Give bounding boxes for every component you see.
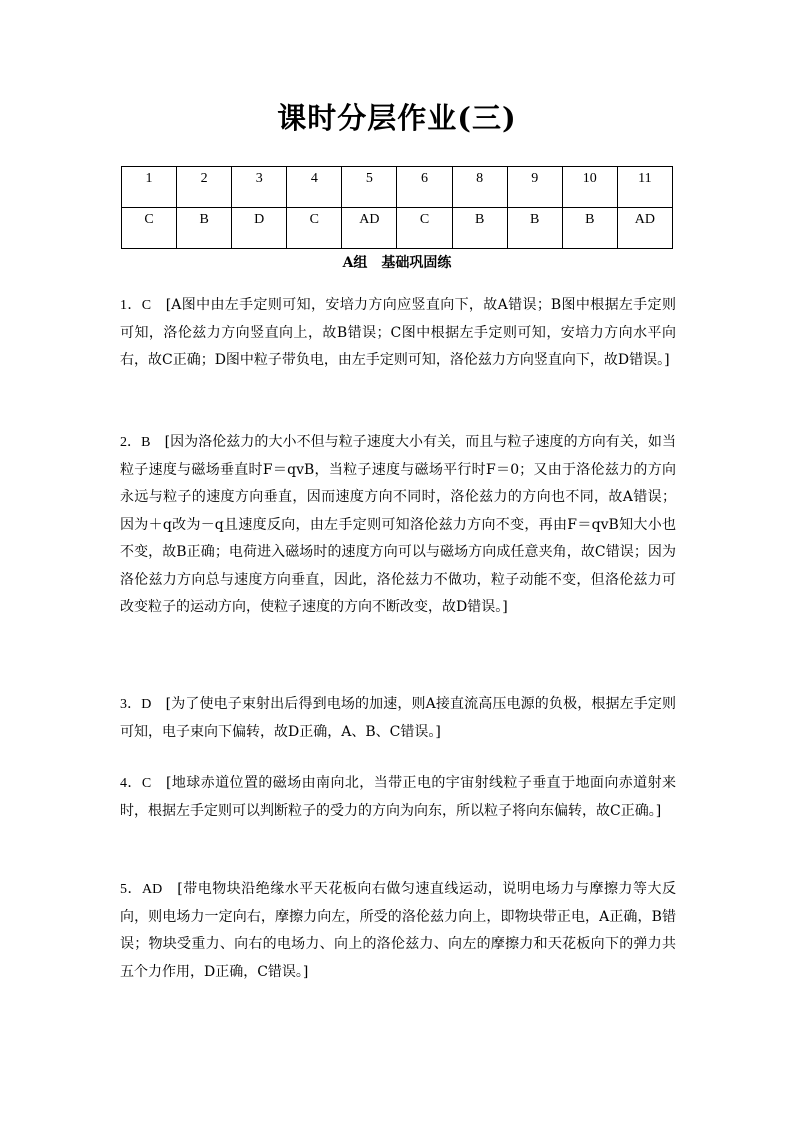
solution-text: [A图中由左手定则可知，安培力方向应竖直向下，故A错误；B图中根据左手定则可知，洛伦兹力方向竖直向上，故B错误；C图中根据左手定则可知，安培力方向水平向右，故C正确；D图中粒子带负电，由左手定则可知，洛伦兹力方向竖直向下，故D错误。]	[120, 297, 677, 368]
solution-label: 2．B	[120, 435, 151, 450]
answer-cell: B	[177, 208, 232, 249]
solution-text: [带电物块沿绝缘水平天花板向右做匀速直线运动，说明电场力与摩擦力等大反向，则电场力一定向右，摩擦力向左，所受的洛伦兹力向上，即物块带正电，A正确，B错误；物块受重力、向右的电场力、向上的洛伦兹力、向左的摩擦力和天花板向下的弹力共五个力作用，D正确，C错误。]	[120, 881, 676, 980]
solution-text: [为了使电子束射出后得到电场的加速，则A接直流高压电源的负极，根据左手定则可知，电子束向下偏转，故D正确，A、B、C错误。]	[120, 696, 676, 740]
answer-cell: B	[507, 208, 562, 249]
question-number-cell: 3	[232, 167, 287, 208]
answer-cell: B	[452, 208, 507, 249]
solution-paragraph	[120, 429, 676, 622]
answer-cell: AD	[342, 208, 397, 249]
solution-text: [因为洛伦兹力的大小不但与粒子速度大小有关，而且与粒子速度的方向有关，如当粒子速度与磁场垂直时F＝qvB，当粒子速度与磁场平行时F＝0；又由于洛伦兹力的方向永远与粒子的速度方向垂直，因而速度方向不同时，洛伦兹力的方向也不同，故A错误；因为＋q改为－q且速度反向，由左手定则可知洛伦兹力方向不变，再由F＝qvB知大小也不变，故B正确；电荷进入磁场时的速度方向可以与磁场方向成任意夹角，故C错误；因为洛伦兹力方向总与速度方向垂直，因此，洛伦兹力不做功，粒子动能不变，但洛伦兹力可改变粒子的运动方向，使粒子速度的方向不断改变，故D错误。]	[120, 434, 676, 615]
solution-paragraph	[120, 292, 676, 375]
answer-cell: C	[287, 208, 342, 249]
answer-table-answer-row	[122, 208, 673, 249]
answer-cell: B	[562, 208, 617, 249]
question-number-cell: 1	[122, 167, 177, 208]
solution-label: 5．AD	[120, 882, 163, 897]
question-number-cell: 11	[617, 167, 672, 208]
question-number-cell: 5	[342, 167, 397, 208]
question-number-cell: 9	[507, 167, 562, 208]
question-number-cell: 2	[177, 167, 232, 208]
group-heading: A组 基础巩固练	[342, 255, 452, 271]
answer-cell: AD	[617, 208, 672, 249]
answer-cell: C	[122, 208, 177, 249]
answer-table	[121, 166, 673, 249]
solution-label: 4．C	[120, 776, 152, 791]
solution-label: 1．C	[120, 298, 152, 313]
solution-label: 3．D	[120, 697, 152, 712]
question-number-cell: 4	[287, 167, 342, 208]
solution-paragraph	[120, 691, 676, 746]
solution-text: [地球赤道位置的磁场由南向北，当带正电的宇宙射线粒子垂直于地面向赤道射来时，根据左手定则可以判断粒子的受力的方向为向东，所以粒子将向东偏转，故C正确。]	[120, 775, 677, 819]
answer-table-number-row	[122, 167, 673, 208]
question-number-cell: 10	[562, 167, 617, 208]
solution-paragraph	[120, 770, 676, 825]
question-number-cell: 8	[452, 167, 507, 208]
answer-cell: C	[397, 208, 452, 249]
answer-cell: D	[232, 208, 287, 249]
page-title: 课时分层作业(三)	[277, 101, 517, 135]
solution-paragraph	[120, 876, 676, 986]
question-number-cell: 6	[397, 167, 452, 208]
